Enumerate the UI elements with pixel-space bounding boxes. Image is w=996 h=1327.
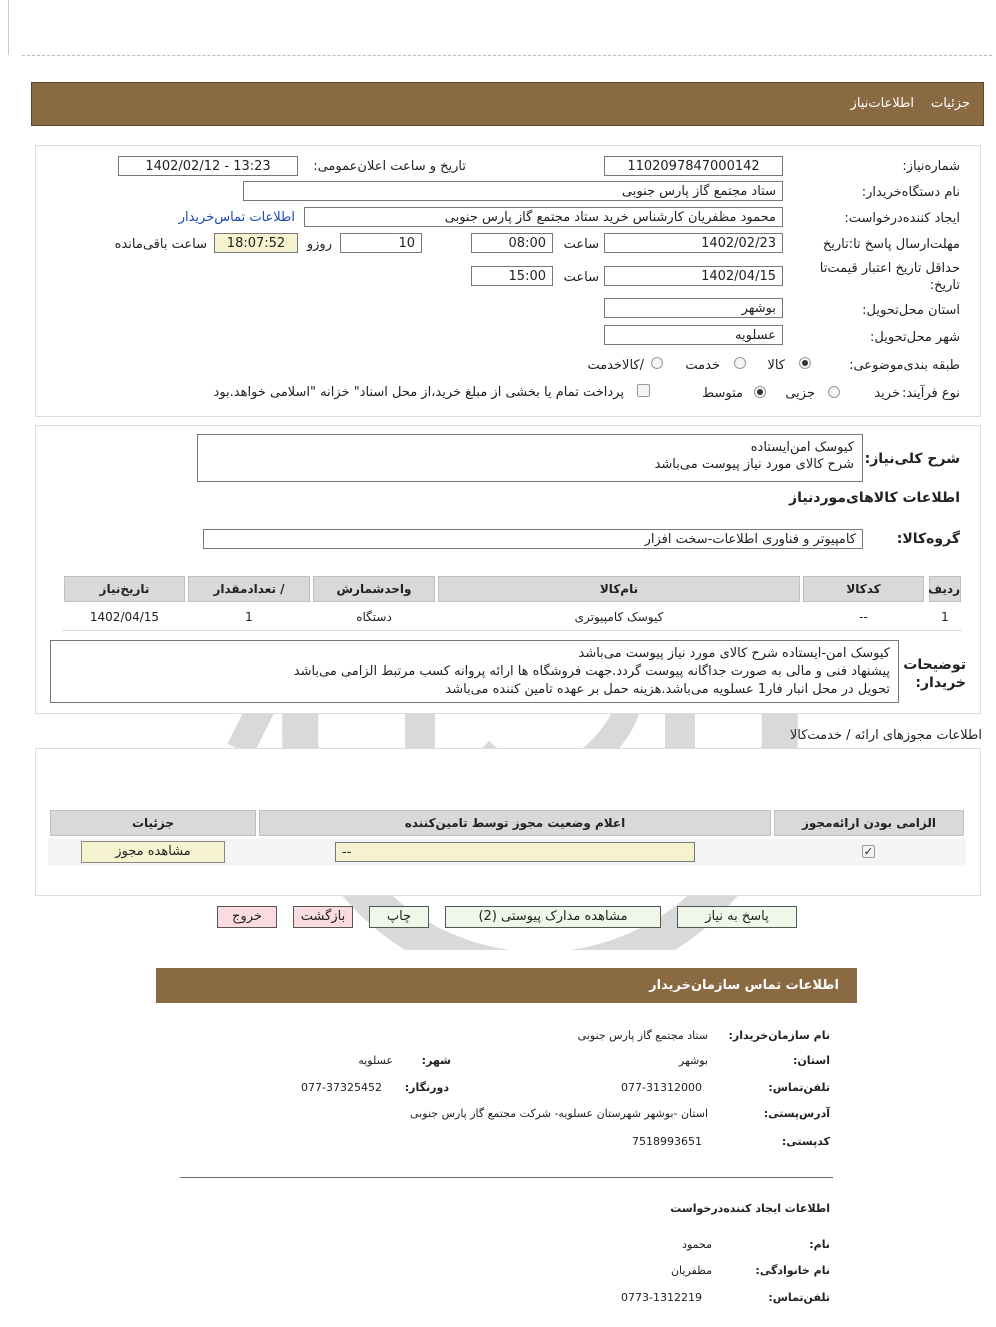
province-label: استان محل‌تحویل: [862, 303, 960, 318]
reply-button[interactable]: پاسخ به نیاز [677, 906, 797, 928]
row-1-unit: دستگاه [356, 610, 392, 624]
tab-details[interactable]: جزئیات [931, 96, 970, 111]
category-both-label: /کالاخدمت [587, 358, 644, 373]
goods-group-label: گروه‌کالا: [896, 531, 960, 547]
deadline-hour-label: ساعت [563, 237, 599, 252]
process-label: نوع فرآیند: [902, 386, 960, 401]
announce-field: 1402/02/12 - 13:23 [118, 156, 298, 176]
category-goods-label: کالا [767, 358, 785, 373]
category-label: طبقه بندی‌موضوعی: [849, 358, 960, 373]
row-1-date: 1402/04/15 [89, 610, 160, 624]
summary-line-2: شرح کالای مورد نیاز پیوست می‌باشد [654, 457, 854, 472]
goods-group-field: کامپیوتر و فناوری اطلاعات-سخت افزار [203, 529, 863, 549]
permit-status-field: -- [335, 842, 695, 862]
remaining-label: ساعت باقی‌مانده [114, 237, 207, 252]
process-medium-radio[interactable] [754, 386, 766, 398]
col-row-header: ردیف [929, 576, 961, 602]
permit-details-header: جزئیات [50, 810, 256, 836]
contact-province-value: بوشهر [678, 1054, 708, 1067]
buyer-notes-line-3: تحویل در محل انبار فار1 عسلویه می‌باشد.هزینه حمل بر عهده تامین کننده می‌باشد [445, 682, 890, 697]
creator-family-value: مظفریان [670, 1264, 712, 1277]
category-goods-radio[interactable] [799, 357, 811, 369]
deadline-label: مهلت‌ارسال پاسخ تا:تاریخ [822, 237, 960, 252]
attachments-button[interactable]: مشاهده مدارک پیوستی (2) [445, 906, 661, 928]
category-service-label: خدمت [685, 358, 720, 373]
validity-label-1: حداقل تاریخ اعتبار قیمت‌تا [819, 261, 960, 276]
contact-phone-label: تلفن‌تماس: [768, 1081, 830, 1094]
contact-phone-value: 077-31312000 [621, 1081, 702, 1094]
contact-postal-value: 7518993651 [632, 1135, 702, 1148]
row-1-qty: 1 [245, 610, 253, 624]
treasury-checkbox[interactable] [637, 384, 650, 397]
validity-hour-label: ساعت [563, 270, 599, 285]
deadline-date-field: 1402/02/23 [604, 233, 783, 253]
days-label: روزو [306, 237, 332, 252]
validity-date-field: 1402/04/15 [604, 266, 783, 286]
col-date-header: تاریخ‌نیاز [64, 576, 185, 602]
summary-field [197, 434, 863, 482]
creator-name-label: نام: [809, 1238, 830, 1251]
summary-line-1: کیوسک امن‌ایستاده [750, 440, 854, 455]
exit-button[interactable]: خروج [217, 906, 277, 928]
creator-phone-value: 0773-1312219 [621, 1291, 702, 1304]
buyer-contact-link[interactable]: اطلاعات تماس‌خریدار [178, 210, 295, 225]
contact-province-label: استان: [793, 1054, 830, 1067]
process-partial-label: جزیی [785, 386, 815, 401]
creator-family-label: نام خانوادگی: [755, 1264, 830, 1277]
treasury-note: پرداخت تمام یا بخشی از مبلغ خرید،از محل اسناد" خزانه "اسلامی خواهد.بود [213, 385, 624, 400]
contact-org-value: ستاد مجتمع گاز پارس جنوبی [577, 1029, 708, 1042]
contact-divider [180, 1177, 833, 1178]
row-1-code: -- [859, 610, 868, 624]
col-code-header: کدکالا [803, 576, 924, 602]
requester-label: ایجاد کننده‌درخواست: [844, 211, 960, 226]
need-number-field: 1102097847000142 [604, 156, 783, 176]
permit-required-checkbox[interactable]: ✓ [863, 845, 874, 858]
creator-phone-label: تلفن‌تماس: [768, 1291, 830, 1304]
contact-city-value: عسلویه [358, 1054, 393, 1067]
contact-fax-value: 077-37325452 [301, 1081, 382, 1094]
province-field: بوشهر [604, 298, 783, 318]
contact-city-label: شهر: [421, 1054, 451, 1067]
contact-postal-label: کدپستی: [781, 1135, 830, 1148]
category-both-radio[interactable] [651, 357, 663, 369]
buyer-notes-line-2: پیشنهاد فنی و مالی به صورت جداگانه پیوست گردد.جهت فروشگاه ها ارائه پروانه کسب مرتبط الزامی می‌باشد [293, 664, 890, 679]
contact-address-value: استان -بوشهر شهرستان عسلویه- شرکت مجتمع گاز پارس جنوبی [410, 1107, 708, 1120]
validity-label-2: تاریخ: [929, 278, 960, 293]
view-permit-button[interactable]: مشاهده مجوز [81, 841, 225, 863]
creator-name-value: محمود [682, 1238, 712, 1251]
permit-required-header: الزامی بودن ارائه‌مجوز [774, 810, 964, 836]
city-label: شهر محل‌تحویل: [870, 330, 960, 345]
col-qty-header: / تعدادمقدار [188, 576, 310, 602]
days-field: 10 [340, 233, 422, 253]
buyer-notes-label-1: توضیحات [903, 657, 966, 673]
tab-need-info[interactable]: اطلاعات‌نیاز [850, 96, 914, 111]
contact-org-label: نام سازمان‌خریدار: [728, 1029, 830, 1042]
process-partial-radio[interactable] [828, 386, 840, 398]
buyer-notes-label-2: خریدار: [915, 675, 966, 691]
city-field: عسلویه [604, 325, 783, 345]
buyer-notes-line-1: کیوسک امن-ایستاده شرح کالای مورد نیاز پیوست می‌باشد [578, 646, 890, 661]
header-bar [31, 82, 984, 126]
row-1-name: کیوسک کامپیوتری [574, 610, 664, 624]
permits-title: اطلاعات مجوزهای ارائه / خدمت‌کالا [789, 728, 982, 743]
deadline-time-field: 08:00 [471, 233, 553, 253]
row-1-index: 1 [941, 610, 949, 624]
permit-status-header: اعلام وضعیت مجوز توسط تامین‌کننده [259, 810, 771, 836]
need-number-label: شماره‌نیاز: [902, 159, 960, 174]
top-divider [22, 55, 992, 56]
creator-title: اطلاعات ایجاد کننده‌درخواست [670, 1202, 830, 1215]
process-medium-label: متوسط [702, 386, 743, 401]
process-buy-label: خرید [874, 386, 900, 401]
contact-header-bar [156, 968, 857, 1003]
goods-info-title: اطلاعات کالاهای‌موردنیاز [789, 490, 960, 506]
buyer-notes-field [50, 640, 899, 703]
category-service-radio[interactable] [734, 357, 746, 369]
col-unit-header: واحدشمارش [313, 576, 435, 602]
contact-title: اطلاعات تماس سازمان‌خریدار [649, 978, 839, 993]
validity-time-field: 15:00 [471, 266, 553, 286]
requester-field: محمود مظفریان کارشناس خرید ستاد مجتمع گاز پارس جنوبی [304, 207, 783, 227]
summary-label: شرح کلی‌نیاز: [864, 451, 960, 467]
buyer-org-label: نام دستگاه‌خریدار: [861, 185, 960, 200]
print-button[interactable]: چاپ [369, 906, 429, 928]
back-button[interactable]: بازگشت [293, 906, 353, 928]
remaining-time-field: 18:07:52 [214, 233, 298, 253]
contact-fax-label: دورنگار: [404, 1081, 449, 1094]
col-name-header: نام‌کالا [438, 576, 800, 602]
contact-address-label: آدرس‌پستی: [763, 1107, 830, 1120]
buyer-org-field: ستاد مجتمع گاز پارس جنوبی [243, 181, 783, 201]
page-edge [8, 0, 9, 55]
announce-label: تاریخ و ساعت اعلان‌عمومی: [313, 159, 466, 174]
